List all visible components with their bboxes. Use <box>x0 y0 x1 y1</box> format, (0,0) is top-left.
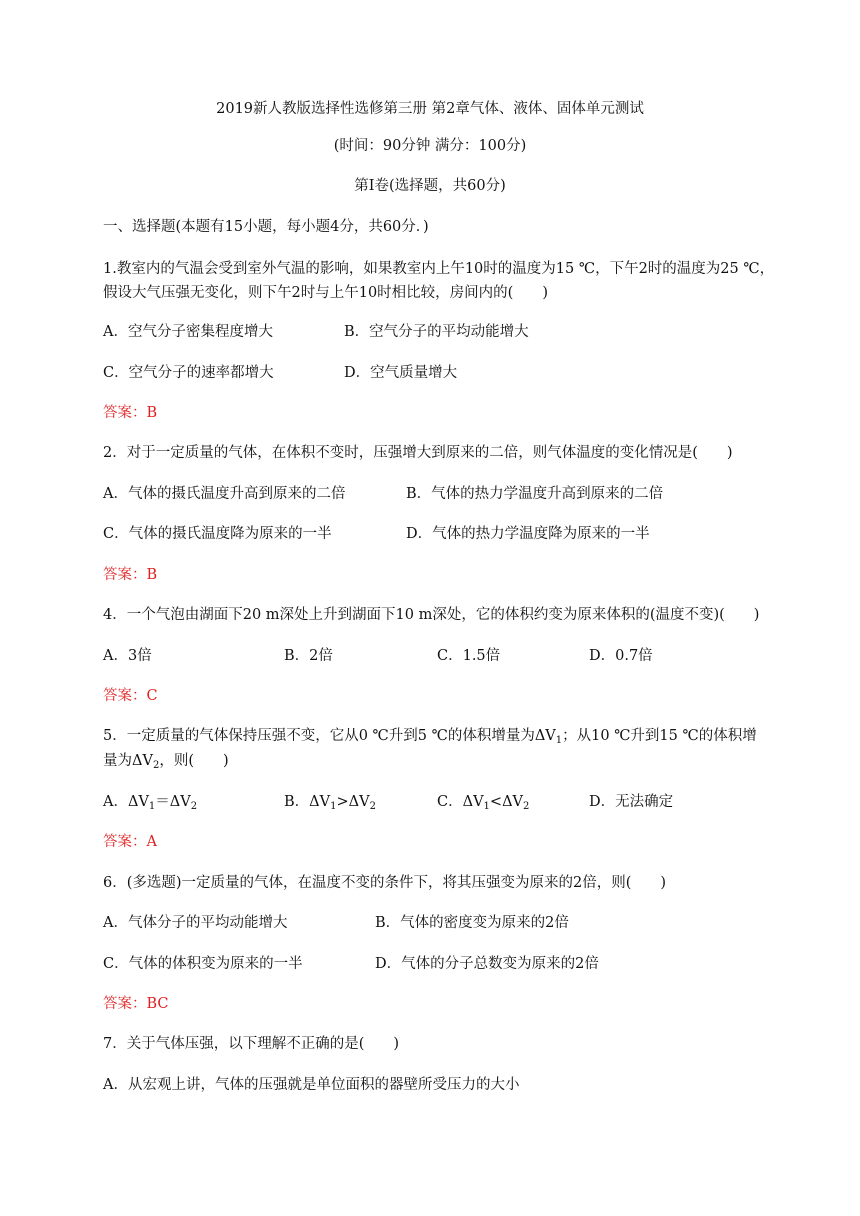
document-title: 2019新人教版选择性选修第三册 第2章气体、液体、固体单元测试 <box>216 101 644 117</box>
q1-stem-line1: 1.教室内的气温会受到室外气温的影响，如果教室内上午10时的温度为15 ℃，下午2时的温度为25 ℃， <box>103 261 775 277</box>
q5-stem-line2: 量为$\Delta V_2$，则( ) <box>103 753 229 771</box>
q2-answer: 答案：B <box>103 567 158 583</box>
q6-option-b: B．气体的密度变为原来的2倍 <box>375 915 569 931</box>
q4-option-c: C．1.5倍 <box>437 648 501 664</box>
q1-option-a: A．空气分子密集程度增大 <box>103 324 273 340</box>
q2-option-b: B．气体的热力学温度升高到原来的二倍 <box>406 486 664 502</box>
q4-answer: 答案：C <box>103 688 158 704</box>
q6-option-c: C．气体的体积变为原来的一半 <box>103 956 303 972</box>
q1-option-b: B．空气分子的平均动能增大 <box>344 324 529 340</box>
q4-option-a: A．3倍 <box>103 648 152 664</box>
q4-stem: 4．一个气泡由湖面下20 m深处上升到湖面下10 m深处，它的体积约变为原来体积的(温度不变)( ) <box>103 607 760 623</box>
q6-option-d: D．气体的分子总数变为原来的2倍 <box>375 956 599 972</box>
exam-info: (时间：90分钟 满分：100分) <box>333 138 527 154</box>
q7-option-a: A．从宏观上讲，气体的压强就是单位面积的器壁所受压力的大小 <box>103 1077 520 1093</box>
section-heading: 一、选择题(本题有15小题，每小题4分，共60分．) <box>103 219 429 235</box>
q6-option-a: A．气体分子的平均动能增大 <box>103 915 288 931</box>
q5-option-b: B．$\Delta V_1>\Delta V_2$ <box>284 794 376 812</box>
q5-option-a: A．$\Delta V_1=\Delta V_2$ <box>103 794 198 812</box>
q5-answer: 答案：A <box>103 834 157 850</box>
q1-stem-line2: 假设大气压强无变化，则下午2时与上午10时相比较，房间内的( ) <box>103 285 548 301</box>
q4-option-b: B．2倍 <box>284 648 333 664</box>
q1-answer: 答案：B <box>103 405 158 421</box>
volume-heading: 第Ⅰ卷(选择题，共60分) <box>354 178 506 194</box>
q5-option-d: D．无法确定 <box>589 794 674 810</box>
q5-option-c: C．$\Delta V_1<\Delta V_2$ <box>437 794 530 812</box>
q4-option-d: D．0.7倍 <box>589 648 653 664</box>
q7-stem: 7．关于气体压强，以下理解不正确的是( ) <box>103 1036 400 1052</box>
q2-option-a: A．气体的摄氏温度升高到原来的二倍 <box>103 486 346 502</box>
q2-stem: 2．对于一定质量的气体，在体积不变时，压强增大到原来的二倍，则气体温度的变化情况是( ) <box>103 445 733 461</box>
q6-answer: 答案：BC <box>103 996 169 1012</box>
q2-option-c: C．气体的摄氏温度降为原来的一半 <box>103 526 332 542</box>
q1-option-d: D．空气质量增大 <box>344 365 458 381</box>
q5-stem-line1: 5．一定质量的气体保持压强不变，它从0 ℃升到5 ℃的体积增量为$\Delta V_1$；从10 ℃升到15 ℃的体积增 <box>103 728 757 746</box>
q2-option-d: D．气体的热力学温度降为原来的一半 <box>406 526 650 542</box>
q6-stem: 6．(多选题)一定质量的气体，在温度不变的条件下，将其压强变为原来的2倍，则( ) <box>103 875 667 891</box>
q1-option-c: C．空气分子的速率都增大 <box>103 365 274 381</box>
